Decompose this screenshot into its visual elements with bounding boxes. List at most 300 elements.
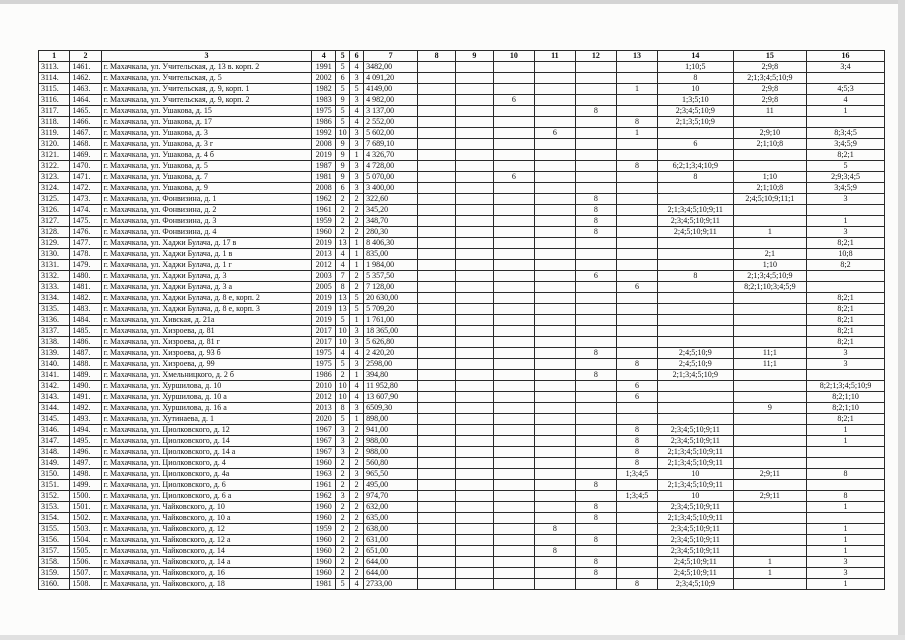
- table-cell-col-11: 8: [534, 524, 575, 535]
- table-cell-col-2: 1476.: [70, 227, 101, 238]
- table-cell-col-16: 3: [807, 194, 885, 205]
- table-cell-col-14: 2;1;3;4;5;10;9;11: [658, 205, 734, 216]
- table-cell-col-2: 1491.: [70, 392, 101, 403]
- table-cell-col-11: [534, 260, 575, 271]
- table-cell-col-13: [616, 271, 657, 282]
- table-cell-col-16: 3;4;5;9: [807, 183, 885, 194]
- table-cell-col-3: г. Махачкала, ул. Хаджи Булача, д. 3 а: [101, 282, 312, 293]
- table-cell-col-12: [575, 128, 616, 139]
- table-cell-col-12: [575, 172, 616, 183]
- table-cell-col-10: [493, 150, 534, 161]
- table-cell-col-9: [456, 524, 494, 535]
- table-cell-col-7: 635,00: [364, 513, 418, 524]
- table-cell-col-10: [493, 216, 534, 227]
- table-cell-col-3: г. Махачкала, ул. Хутинаева, д. 1: [101, 414, 312, 425]
- table-cell-col-4: 2008: [312, 183, 336, 194]
- table-cell-col-5: 2: [336, 524, 350, 535]
- table-cell-col-14: 6: [658, 139, 734, 150]
- table-cell-col-12: [575, 447, 616, 458]
- table-cell-col-9: [456, 546, 494, 557]
- table-cell-col-5: 2: [336, 502, 350, 513]
- table-cell-col-15: 2;9;8: [733, 84, 806, 95]
- table-cell-col-4: 2017: [312, 326, 336, 337]
- table-cell-col-8: [418, 117, 456, 128]
- table-cell-col-2: 1490.: [70, 381, 101, 392]
- table-cell-col-16: 8: [807, 491, 885, 502]
- table-cell-col-9: [456, 381, 494, 392]
- table-cell-col-3: г. Махачкала, ул. Ушакова, д. 4 б: [101, 150, 312, 161]
- table-cell-col-4: 2019: [312, 150, 336, 161]
- table-cell-col-12: [575, 392, 616, 403]
- table-cell-col-7: 4149,00: [364, 84, 418, 95]
- table-cell-col-10: [493, 183, 534, 194]
- table-cell-col-14: 8: [658, 73, 734, 84]
- table-cell-col-8: [418, 502, 456, 513]
- table-cell-col-7: 4 091,20: [364, 73, 418, 84]
- table-cell-col-9: [456, 282, 494, 293]
- table-cell-col-1: 3123.: [39, 172, 70, 183]
- table-cell-col-3: г. Махачкала, ул. Циолковского, д. 14 а: [101, 447, 312, 458]
- table-cell-col-6: 2: [350, 216, 364, 227]
- table-cell-col-16: 2;9;3;4;5: [807, 172, 885, 183]
- table-cell-col-10: [493, 249, 534, 260]
- table-cell-col-2: 1473.: [70, 194, 101, 205]
- table-row: [39, 480, 885, 491]
- table-cell-col-11: [534, 458, 575, 469]
- table-cell-col-5: 10: [336, 128, 350, 139]
- table-cell-col-1: 3133.: [39, 282, 70, 293]
- table-cell-col-8: [418, 403, 456, 414]
- table-cell-col-11: [534, 425, 575, 436]
- table-cell-col-12: [575, 150, 616, 161]
- table-cell-col-15: [733, 293, 806, 304]
- table-cell-col-2: 1494.: [70, 425, 101, 436]
- table-cell-col-11: [534, 337, 575, 348]
- table-cell-col-3: г. Махачкала, ул. Хуршилова, д. 16 а: [101, 403, 312, 414]
- table-cell-col-5: 2: [336, 546, 350, 557]
- table-cell-col-3: г. Махачкала, ул. Учительская, д. 5: [101, 73, 312, 84]
- table-cell-col-6: 1: [350, 370, 364, 381]
- table-header: [39, 51, 885, 62]
- table-cell-col-12: [575, 304, 616, 315]
- table-cell-col-14: [658, 315, 734, 326]
- table-row: [39, 491, 885, 502]
- table-cell-col-2: 1492.: [70, 403, 101, 414]
- table-cell-col-14: 2;4;5;10;9: [658, 348, 734, 359]
- table-cell-col-16: 8;2;1: [807, 304, 885, 315]
- table-cell-col-13: [616, 106, 657, 117]
- table-cell-col-8: [418, 139, 456, 150]
- table-row: [39, 150, 885, 161]
- table-cell-col-12: [575, 95, 616, 106]
- table-cell-col-8: [418, 337, 456, 348]
- table-cell-col-4: 1967: [312, 425, 336, 436]
- table-cell-col-3: г. Махачкала, ул. Циолковского, д. 4а: [101, 469, 312, 480]
- table-cell-col-12: 8: [575, 480, 616, 491]
- table-cell-col-1: 3140.: [39, 359, 70, 370]
- table-cell-col-15: [733, 524, 806, 535]
- table-row: [39, 546, 885, 557]
- table-cell-col-10: [493, 458, 534, 469]
- table-cell-col-2: 1471.: [70, 172, 101, 183]
- table-cell-col-6: 3: [350, 128, 364, 139]
- table-cell-col-4: 1967: [312, 447, 336, 458]
- table-cell-col-14: 2;4;5;10;9;11: [658, 557, 734, 568]
- table-cell-col-3: г. Махачкала, ул. Циолковского, д. 4: [101, 458, 312, 469]
- table-cell-col-13: 8: [616, 447, 657, 458]
- table-cell-col-7: 348,70: [364, 216, 418, 227]
- table-cell-col-7: 651,00: [364, 546, 418, 557]
- table-cell-col-13: [616, 238, 657, 249]
- table-cell-col-11: [534, 502, 575, 513]
- table-cell-col-6: 4: [350, 117, 364, 128]
- table-cell-col-13: [616, 62, 657, 73]
- table-cell-col-14: [658, 403, 734, 414]
- table-cell-col-5: 2: [336, 513, 350, 524]
- table-cell-col-14: 2;1;3;4;5;10;9: [658, 370, 734, 381]
- table-row: [39, 381, 885, 392]
- table-cell-col-3: г. Махачкала, ул. Фонвизина, д. 2: [101, 205, 312, 216]
- table-cell-col-11: 6: [534, 128, 575, 139]
- table-cell-col-4: 1962: [312, 194, 336, 205]
- table-cell-col-7: 18 365,00: [364, 326, 418, 337]
- table-cell-col-5: 5: [336, 359, 350, 370]
- table-cell-col-3: г. Махачкала, ул. Ушакова, д. 7: [101, 172, 312, 183]
- table-cell-col-5: 3: [336, 425, 350, 436]
- table-cell-col-8: [418, 469, 456, 480]
- table-cell-col-11: [534, 62, 575, 73]
- table-cell-col-10: [493, 381, 534, 392]
- table-cell-col-9: [456, 337, 494, 348]
- table-cell-col-15: 8;2;1;10;3;4;5;9: [733, 282, 806, 293]
- table-cell-col-13: 8: [616, 359, 657, 370]
- table-row: [39, 579, 885, 590]
- table-cell-col-3: г. Махачкала, ул. Ушакова, д. 15: [101, 106, 312, 117]
- table-cell-col-6: 2: [350, 425, 364, 436]
- table-cell-col-13: [616, 150, 657, 161]
- table-cell-col-11: [534, 579, 575, 590]
- table-cell-col-15: [733, 579, 806, 590]
- table-cell-col-7: 394,80: [364, 370, 418, 381]
- table-cell-col-10: [493, 84, 534, 95]
- table-cell-col-5: 10: [336, 326, 350, 337]
- table-cell-col-10: [493, 359, 534, 370]
- table-cell-col-8: [418, 370, 456, 381]
- table-cell-col-16: [807, 513, 885, 524]
- table-cell-col-16: 8;2;1;10: [807, 392, 885, 403]
- table-cell-col-15: 11;1: [733, 348, 806, 359]
- table-cell-col-10: [493, 513, 534, 524]
- table-cell-col-15: [733, 161, 806, 172]
- table-cell-col-1: 3157.: [39, 546, 70, 557]
- table-cell-col-11: [534, 139, 575, 150]
- table-cell-col-11: [534, 392, 575, 403]
- table-cell-col-7: 965,50: [364, 469, 418, 480]
- table-cell-col-13: 1: [616, 84, 657, 95]
- table-cell-col-12: 8: [575, 194, 616, 205]
- table-cell-col-4: 2012: [312, 392, 336, 403]
- table-cell-col-9: [456, 513, 494, 524]
- table-cell-col-7: 2 420,20: [364, 348, 418, 359]
- table-cell-col-6: 2: [350, 282, 364, 293]
- table-cell-col-6: 1: [350, 238, 364, 249]
- table-cell-col-4: 2003: [312, 271, 336, 282]
- table-cell-col-5: 5: [336, 62, 350, 73]
- table-cell-col-11: [534, 491, 575, 502]
- table-row: [39, 403, 885, 414]
- table-cell-col-5: 5: [336, 414, 350, 425]
- table-row: [39, 260, 885, 271]
- table-row: [39, 513, 885, 524]
- table-cell-col-14: 2;3;4;5;10;9;11: [658, 546, 734, 557]
- table-cell-col-5: 13: [336, 304, 350, 315]
- table-cell-col-8: [418, 392, 456, 403]
- table-cell-col-15: 1: [733, 557, 806, 568]
- table-cell-col-1: 3150.: [39, 469, 70, 480]
- column-header-9: 9: [456, 51, 494, 62]
- table-cell-col-12: 8: [575, 227, 616, 238]
- table-cell-col-2: 1468.: [70, 139, 101, 150]
- table-row: [39, 227, 885, 238]
- table-cell-col-11: [534, 370, 575, 381]
- table-cell-col-1: 3113.: [39, 62, 70, 73]
- table-cell-col-3: г. Махачкала, ул. Чайковского, д. 14: [101, 546, 312, 557]
- table-cell-col-9: [456, 370, 494, 381]
- table-cell-col-10: [493, 480, 534, 491]
- table-cell-col-16: 3: [807, 557, 885, 568]
- table-cell-col-2: 1477.: [70, 238, 101, 249]
- table-cell-col-5: 5: [336, 106, 350, 117]
- scan-bottom-edge: [0, 635, 905, 640]
- table-cell-col-3: г. Махачкала, ул. Фонвизина, д. 1: [101, 194, 312, 205]
- table-cell-col-15: 2;9;11: [733, 491, 806, 502]
- table-cell-col-13: [616, 370, 657, 381]
- table-cell-col-4: 1959: [312, 524, 336, 535]
- table-cell-col-15: [733, 315, 806, 326]
- table-cell-col-2: 1463.: [70, 84, 101, 95]
- table-cell-col-13: [616, 337, 657, 348]
- table-cell-col-11: [534, 271, 575, 282]
- table-cell-col-11: [534, 513, 575, 524]
- table-cell-col-7: 5 626,80: [364, 337, 418, 348]
- table-cell-col-15: [733, 513, 806, 524]
- table-cell-col-8: [418, 425, 456, 436]
- table-cell-col-5: 2: [336, 480, 350, 491]
- table-cell-col-12: [575, 524, 616, 535]
- table-cell-col-15: [733, 205, 806, 216]
- table-cell-col-5: 5: [336, 117, 350, 128]
- table-cell-col-4: 2019: [312, 304, 336, 315]
- table-cell-col-10: [493, 403, 534, 414]
- table-cell-col-14: 1;10;5: [658, 62, 734, 73]
- table-cell-col-12: [575, 315, 616, 326]
- table-cell-col-2: 1506.: [70, 557, 101, 568]
- table-cell-col-16: 3: [807, 227, 885, 238]
- table-cell-col-4: 1960: [312, 546, 336, 557]
- table-cell-col-1: 3132.: [39, 271, 70, 282]
- table-cell-col-14: 2;3;4;5;10;9;11: [658, 535, 734, 546]
- table-cell-col-4: 1987: [312, 161, 336, 172]
- table-cell-col-10: [493, 260, 534, 271]
- table-cell-col-10: [493, 271, 534, 282]
- table-cell-col-6: 2: [350, 205, 364, 216]
- table-cell-col-8: [418, 183, 456, 194]
- table-cell-col-12: [575, 73, 616, 84]
- table-cell-col-12: [575, 414, 616, 425]
- column-header-1: 1: [39, 51, 70, 62]
- table-cell-col-7: 4 326,70: [364, 150, 418, 161]
- table-row: [39, 557, 885, 568]
- table-cell-col-8: [418, 579, 456, 590]
- table-cell-col-15: 2;1;10;8: [733, 139, 806, 150]
- table-cell-col-7: 941,00: [364, 425, 418, 436]
- table-cell-col-8: [418, 381, 456, 392]
- table-cell-col-4: 2008: [312, 139, 336, 150]
- table-cell-col-1: 3145.: [39, 414, 70, 425]
- scan-right-edge: [898, 0, 905, 640]
- header-row: [39, 51, 885, 62]
- table-cell-col-10: [493, 414, 534, 425]
- table-cell-col-2: 1470.: [70, 161, 101, 172]
- table-cell-col-14: [658, 392, 734, 403]
- table-cell-col-5: 10: [336, 337, 350, 348]
- table-cell-col-4: 1963: [312, 469, 336, 480]
- table-cell-col-4: 2005: [312, 282, 336, 293]
- table-cell-col-12: [575, 359, 616, 370]
- scan-top-edge: [0, 0, 905, 4]
- table-cell-col-15: [733, 480, 806, 491]
- table-cell-col-10: [493, 73, 534, 84]
- table-cell-col-10: [493, 436, 534, 447]
- table-cell-col-9: [456, 271, 494, 282]
- table-cell-col-12: [575, 260, 616, 271]
- table-cell-col-3: г. Махачкала, ул. Фонвизина, д. 3: [101, 216, 312, 227]
- table-cell-col-6: 4: [350, 62, 364, 73]
- table-cell-col-14: 2;1;3;4;5;10;9;11: [658, 447, 734, 458]
- table-cell-col-5: 4: [336, 348, 350, 359]
- table-cell-col-5: 2: [336, 194, 350, 205]
- table-cell-col-3: г. Махачкала, ул. Хмельницкого, д. 2 б: [101, 370, 312, 381]
- table-cell-col-4: 2020: [312, 414, 336, 425]
- table-cell-col-14: [658, 194, 734, 205]
- table-cell-col-9: [456, 579, 494, 590]
- table-cell-col-12: 8: [575, 216, 616, 227]
- table-cell-col-1: 3131.: [39, 260, 70, 271]
- table-cell-col-16: 1: [807, 425, 885, 436]
- table-cell-col-9: [456, 161, 494, 172]
- table-row: [39, 84, 885, 95]
- table-cell-col-3: г. Махачкала, ул. Хуршилова, д. 10 а: [101, 392, 312, 403]
- table-cell-col-14: [658, 238, 734, 249]
- table-cell-col-6: 1: [350, 260, 364, 271]
- table-cell-col-11: [534, 249, 575, 260]
- table-cell-col-4: 1960: [312, 502, 336, 513]
- table-cell-col-16: 8;2;1;3;4;5;10;9: [807, 381, 885, 392]
- table-cell-col-13: [616, 480, 657, 491]
- table-cell-col-14: [658, 282, 734, 293]
- table-cell-col-14: [658, 414, 734, 425]
- table-row: [39, 128, 885, 139]
- table-cell-col-4: 1981: [312, 172, 336, 183]
- table-cell-col-4: 1967: [312, 436, 336, 447]
- table-cell-col-14: [658, 260, 734, 271]
- table-row: [39, 436, 885, 447]
- table-cell-col-12: [575, 337, 616, 348]
- table-cell-col-13: [616, 73, 657, 84]
- table-cell-col-1: 3134.: [39, 293, 70, 304]
- table-cell-col-6: 2: [350, 458, 364, 469]
- table-cell-col-12: [575, 469, 616, 480]
- table-cell-col-1: 3119.: [39, 128, 70, 139]
- table-cell-col-12: [575, 293, 616, 304]
- table-cell-col-1: 3129.: [39, 238, 70, 249]
- table-cell-col-7: 322,60: [364, 194, 418, 205]
- table-row: [39, 425, 885, 436]
- table-cell-col-10: [493, 524, 534, 535]
- table-cell-col-9: [456, 194, 494, 205]
- table-cell-col-4: 1982: [312, 84, 336, 95]
- table-cell-col-1: 3143.: [39, 392, 70, 403]
- table-cell-col-5: 9: [336, 172, 350, 183]
- table-row: [39, 447, 885, 458]
- table-cell-col-9: [456, 172, 494, 183]
- table-cell-col-12: [575, 282, 616, 293]
- table-cell-col-6: 3: [350, 403, 364, 414]
- table-cell-col-7: 7 128,00: [364, 282, 418, 293]
- table-cell-col-16: 8;2;1: [807, 326, 885, 337]
- table-cell-col-2: 1461.: [70, 62, 101, 73]
- table-cell-col-7: 898,00: [364, 414, 418, 425]
- table-cell-col-5: 13: [336, 293, 350, 304]
- table-cell-col-11: [534, 238, 575, 249]
- table-cell-col-3: г. Махачкала, ул. Ушакова, д. 3: [101, 128, 312, 139]
- table-cell-col-7: 644,00: [364, 557, 418, 568]
- table-cell-col-6: 3: [350, 183, 364, 194]
- table-cell-col-9: [456, 84, 494, 95]
- table-cell-col-6: 5: [350, 304, 364, 315]
- table-cell-col-12: [575, 117, 616, 128]
- table-cell-col-3: г. Махачкала, ул. Хаджи Булача, д. 1 г: [101, 260, 312, 271]
- table-row: [39, 139, 885, 150]
- table-cell-col-4: 2012: [312, 260, 336, 271]
- table-cell-col-15: [733, 381, 806, 392]
- table-cell-col-7: 835,00: [364, 249, 418, 260]
- table-cell-col-7: 3 137,00: [364, 106, 418, 117]
- table-cell-col-16: 8: [807, 469, 885, 480]
- table-cell-col-2: 1466.: [70, 117, 101, 128]
- table-cell-col-11: [534, 315, 575, 326]
- table-cell-col-8: [418, 447, 456, 458]
- table-cell-col-3: г. Махачкала, ул. Хивская, д. 21а: [101, 315, 312, 326]
- table-cell-col-4: 1975: [312, 359, 336, 370]
- table-cell-col-9: [456, 436, 494, 447]
- table-cell-col-13: 6: [616, 392, 657, 403]
- table-cell-col-6: 2: [350, 447, 364, 458]
- table-cell-col-5: 9: [336, 161, 350, 172]
- table-cell-col-13: 6: [616, 381, 657, 392]
- table-cell-col-1: 3118.: [39, 117, 70, 128]
- table-cell-col-2: 1485.: [70, 326, 101, 337]
- table-cell-col-7: 11 952,80: [364, 381, 418, 392]
- table-cell-col-10: [493, 469, 534, 480]
- table-cell-col-16: [807, 73, 885, 84]
- table-cell-col-2: 1465.: [70, 106, 101, 117]
- table-cell-col-6: 1: [350, 249, 364, 260]
- table-cell-col-16: 1: [807, 216, 885, 227]
- table-cell-col-3: г. Махачкала, ул. Чайковского, д. 18: [101, 579, 312, 590]
- table-cell-col-16: 8;2;1: [807, 315, 885, 326]
- table-cell-col-6: 4: [350, 348, 364, 359]
